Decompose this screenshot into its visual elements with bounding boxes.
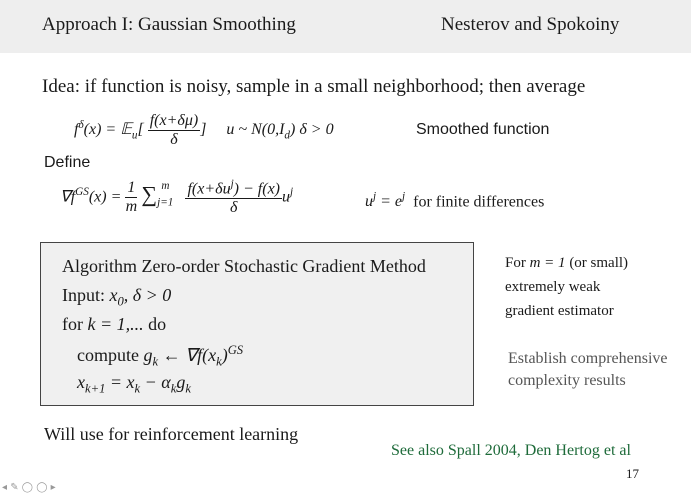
finite-difference-text: for finite differences — [413, 193, 545, 211]
smoothed-function-label: Smoothed function — [416, 121, 550, 138]
see-also-reference: See also Spall 2004, Den Hertog et al — [391, 442, 631, 459]
slide-nav-controls[interactable] — [2, 482, 56, 493]
menu-circle-icon[interactable]: ◯ — [21, 482, 33, 493]
prev-arrow-icon[interactable]: ◂ — [2, 482, 8, 493]
gradient-estimator-equation: $\nabla f^{GS}(x)$ = $\frac{1}{m}$ $\sum_{j=1}^m$ $\frac{f(x+\delta u^j) - f(x)}{\delta}$ $u^j$ — [60, 178, 294, 217]
algorithm-input: Input: $x_0$, δ > 0 — [62, 285, 172, 309]
results-line1: Establish comprehensive — [508, 350, 668, 367]
algorithm-title: Algorithm Zero-order Stochastic Gradient Method — [62, 256, 426, 276]
complexity-results-note — [508, 348, 668, 392]
algorithm-loop: for k = 1,... do — [62, 314, 167, 334]
side-note-line2: extremely weak — [505, 279, 601, 295]
algorithm-update: $x_{k+1} = x_k - \alpha_kg_k$ — [77, 372, 191, 396]
idea-text: Idea: if function is noisy, sample in a small neighborhood; then average — [42, 76, 586, 97]
define-label: Define — [44, 154, 91, 171]
next-arrow-icon[interactable]: ▸ — [50, 482, 56, 493]
algorithm-compute: compute $g_k$ ← $\nabla f(x_k)^{GS}$ — [77, 343, 244, 369]
algorithm-loop-label: for — [62, 314, 83, 334]
algorithm-input-label: Input: — [62, 285, 105, 305]
reinforcement-learning-note: Will use for reinforcement learning — [44, 424, 299, 444]
results-line2: complexity results — [508, 372, 626, 389]
slide-title: Approach I: Gaussian Smoothing — [42, 14, 296, 35]
side-note: For m = 1 (or small) extremely weak gradient estimator — [505, 251, 628, 323]
finite-difference-note: $u^j = e^j$ for finite differences — [365, 191, 545, 211]
page-number: 17 — [626, 466, 639, 481]
pen-icon[interactable]: ✎ — [10, 482, 19, 493]
zoom-circle-icon[interactable]: ◯ — [36, 482, 48, 493]
smoothing-equation: $f^\delta(x)$ = 𝔼$_u$[ $\frac{f(x+\delta\mu)}{\delta}$ ] u ~ $N(0,I_d) \delta > 0$ — [74, 112, 334, 148]
slide-header — [0, 0, 691, 53]
slide-authors: Nesterov and Spokoiny — [441, 14, 620, 35]
side-note-small: (or small) — [569, 255, 629, 271]
side-note-for: For — [505, 255, 526, 271]
algorithm-box — [40, 242, 474, 406]
side-note-line3: gradient estimator — [505, 303, 614, 319]
algorithm-compute-label: compute — [77, 345, 139, 365]
